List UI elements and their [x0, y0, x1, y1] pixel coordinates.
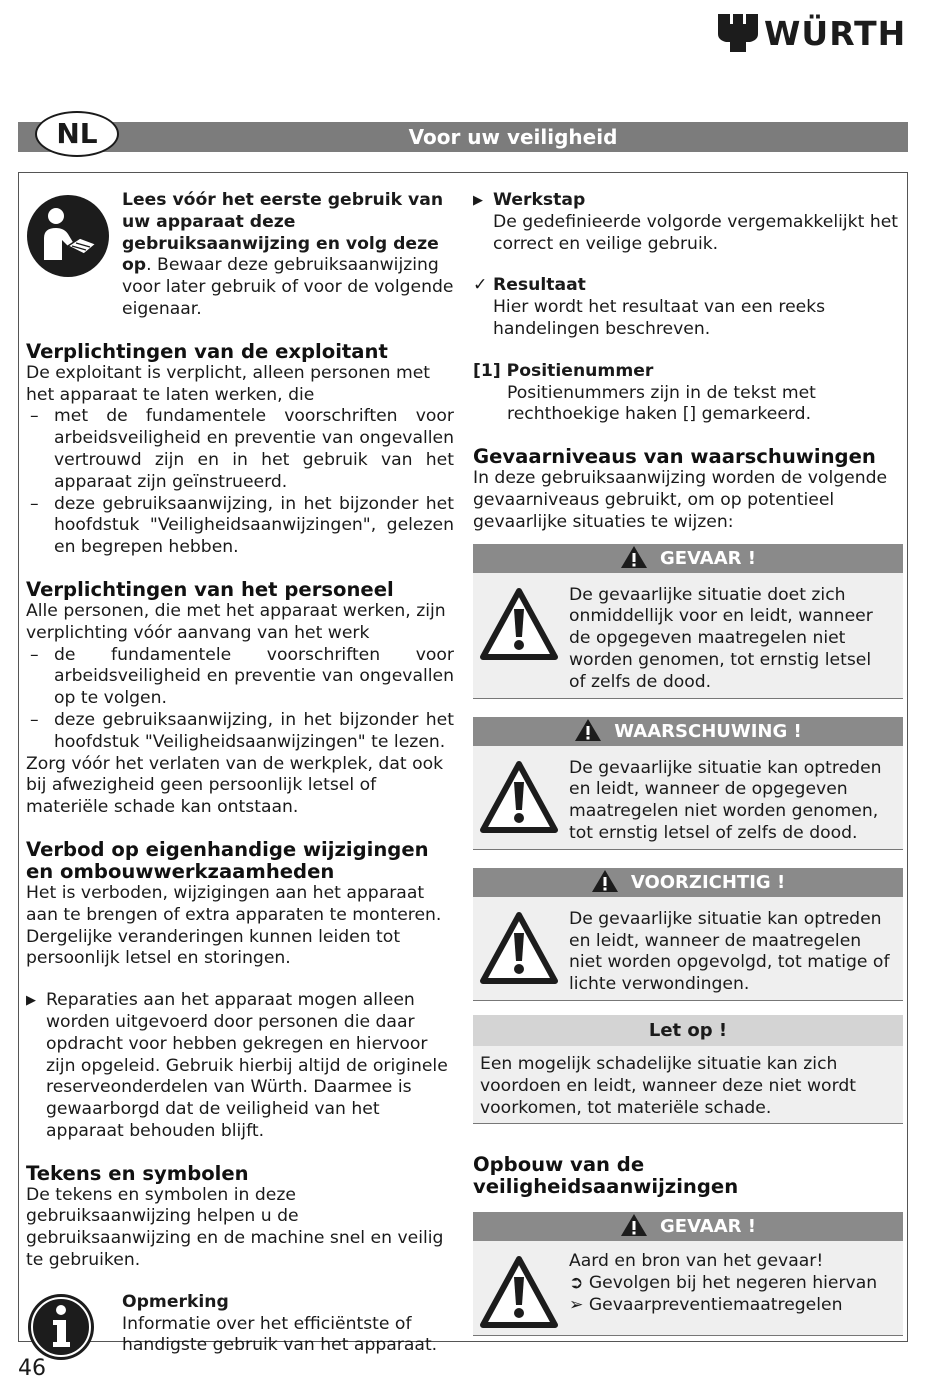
personnel-heading: Verplichtingen van het personeel — [26, 577, 394, 601]
operator-heading: Verplichtingen van de exploitant — [26, 339, 388, 363]
list-item: – deze gebruiksaanwijzing, in het bijzonder het hoofdstuk "Veiligheidsaanwijzingen", gelezen en begrepen hebben. — [26, 494, 454, 559]
warning-triangle-icon — [479, 760, 559, 834]
structure-heading: Opbouw van de veiligheidsaanwijzingen — [473, 1153, 739, 1199]
warning-header — [473, 717, 903, 746]
page-title: Voor uw veiligheid — [408, 125, 618, 149]
structure-body — [473, 1241, 903, 1336]
caution-body — [473, 897, 903, 1001]
modifications-heading: Verbod op eigenhandige wijzigingen en ombouwwerkzaamheden — [26, 837, 429, 883]
warning-triangle-icon — [591, 869, 619, 893]
list-item: – de fundamentele voorschriften voor arbeidsveiligheid en preventie van ongevallen op te volgen. — [26, 645, 454, 710]
result-text: Hier wordt het resultaat van een reeks handelingen beschreven. — [493, 297, 826, 339]
caution-box — [473, 868, 903, 1001]
position-text: Positienummers zijn in de tekst met rechthoekige haken [] gemarkeerd. — [507, 382, 816, 425]
repair-text: Reparaties aan het apparaat mogen alleen worden uitgevoerd door personen die daar opdracht voor hebben gekregen en hiervoor zijn opgeleid. Gebruik hierbij altijd de originele reserveonderdelen van Würth. Daarmee is gewaarborgd dat de veiligheid van het apparaat behouden blijft. — [46, 990, 448, 1141]
wurth-logo-icon — [716, 12, 760, 54]
caution-text: De gevaarlijke situatie kan optreden en leidt, wanneer de maatregelen niet worden opgevolgd, tot matige of lichte verwondingen. — [569, 908, 890, 995]
attention-body — [473, 1046, 903, 1124]
intro-block — [26, 190, 454, 321]
step-text: De gedefinieerde volgorde vergemakkelijkt het correct en veilige gebruik. — [493, 211, 899, 254]
legend-position — [473, 361, 903, 426]
check-mark-icon: ✓ — [473, 275, 488, 296]
right-column — [473, 190, 903, 1336]
structure-line-3: ➢ Gevaarpreventiemaatregelen — [569, 1294, 843, 1315]
symbols-text: De tekens en symbolen in deze gebruiksaanwijzing helpen u de gebruiksaanwijzing en de machine snel en veilig te gebruiken. — [26, 1184, 444, 1271]
warning-triangle-icon — [479, 1255, 559, 1329]
note-title: Opmerking — [122, 1291, 229, 1312]
list-item: – met de fundamentele voorschriften voor arbeidsveiligheid en preventie van ongevallen vertrouwd zijn en in het gebruik van het apparaat zijn geïnstrueerd. — [26, 406, 454, 493]
result-title: Resultaat — [493, 275, 586, 296]
intro-bold: Lees vóór het eerste gebruik van uw apparaat deze gebruiksaanwijzing en volg deze op — [122, 190, 444, 276]
warning-triangle-icon — [620, 1213, 648, 1237]
step-title: Werkstap — [493, 190, 586, 210]
structure-box — [473, 1212, 903, 1336]
modifications-text: Het is verboden, wijzigingen aan het apparaat aan te brengen of extra apparaten te monteren. Dergelijke veranderingen kunnen leiden tot persoonlijk letsel en storingen. — [26, 882, 442, 969]
note-text: Informatie over het efficiëntste of handigste gebruik van het apparaat. — [122, 1313, 438, 1356]
personnel-list — [26, 645, 454, 754]
left-column — [26, 190, 454, 1362]
danger-body — [473, 573, 903, 699]
section-header-bar — [18, 122, 908, 152]
operator-text: De exploitant is verplicht, alleen personen met het apparaat te laten werken, die — [26, 362, 431, 405]
note-block — [26, 1292, 454, 1362]
play-arrow-icon: ▶ — [26, 993, 36, 1009]
warning-triangle-icon — [479, 587, 559, 661]
read-manual-icon — [26, 194, 110, 278]
position-title: [1] Positienummer — [473, 360, 654, 381]
intro-rest: . Bewaar deze gebruiksaanwijzing voor later gebruik of voor de volgende eigenaar. — [122, 255, 454, 319]
wurth-logo — [716, 12, 912, 56]
warning-text: De gevaarlijke situatie kan optreden en leidt, wanneer de opgegeven maatregelen niet worden genomen, tot ernstig letsel of zelfs de dood. — [569, 757, 882, 843]
structure-line-1: Aard en bron van het gevaar! — [569, 1251, 824, 1272]
warning-label: WAARSCHUWING ! — [614, 720, 802, 742]
page-number: 46 — [18, 1356, 46, 1381]
attention-box — [473, 1015, 903, 1124]
danger-text: De gevaarlijke situatie doet zich onmiddellijk voor en leidt, wanneer de opgegeven maatregelen niet worden genomen, tot ernstig letsel of zelfs de dood. — [569, 584, 873, 692]
structure-header — [473, 1212, 903, 1241]
warning-body — [473, 746, 903, 850]
operator-list — [26, 406, 454, 559]
caution-header — [473, 868, 903, 897]
warning-box — [473, 717, 903, 850]
structure-line-2: ➲ Gevolgen bij het negeren hiervan — [569, 1273, 878, 1294]
brand-name: WÜRTH — [764, 14, 907, 53]
attention-text: Een mogelijk schadelijke situatie kan zich voordoen en leidt, wanneer deze niet wordt voorkomen, tot materiële schade. — [480, 1053, 856, 1118]
repair-item — [26, 990, 454, 1143]
danger-label: GEVAAR ! — [660, 547, 756, 569]
intro-text — [122, 190, 454, 321]
warning-triangle-icon — [479, 911, 559, 985]
attention-header: Let op ! — [473, 1015, 903, 1046]
personnel-text: Alle personen, die met het apparaat werken, zijn verplichting vóór aanvang van het werk — [26, 600, 446, 643]
caution-label: VOORZICHTIG ! — [630, 871, 786, 893]
structure-label: GEVAAR ! — [660, 1216, 756, 1238]
list-item: – deze gebruiksaanwijzing, in het bijzonder het hoofdstuk "Veiligheidsaanwijzingen" te lezen. — [26, 710, 454, 754]
language-badge: NL — [35, 111, 119, 157]
symbols-heading: Tekens en symbolen — [26, 1161, 249, 1185]
danger-header — [473, 544, 903, 573]
legend-step — [473, 190, 903, 255]
levels-heading: Gevaarniveaus van waarschuwingen — [473, 445, 876, 469]
levels-text: In deze gebruiksaanwijzing worden de volgende gevaarniveaus gebruikt, om op potentieel gevaarlijke situaties te wijzen: — [473, 468, 888, 532]
warning-triangle-icon — [574, 718, 602, 742]
personnel-after: Zorg vóór het verlaten van de werkplek, dat ook bij afwezigheid geen persoonlijk letsel of materiële schade kan ontstaan. — [26, 753, 444, 818]
warning-triangle-icon — [620, 545, 648, 569]
play-arrow-icon: ▶ — [473, 193, 483, 208]
legend-result — [473, 275, 903, 340]
danger-box — [473, 544, 903, 699]
info-icon — [26, 1292, 96, 1362]
